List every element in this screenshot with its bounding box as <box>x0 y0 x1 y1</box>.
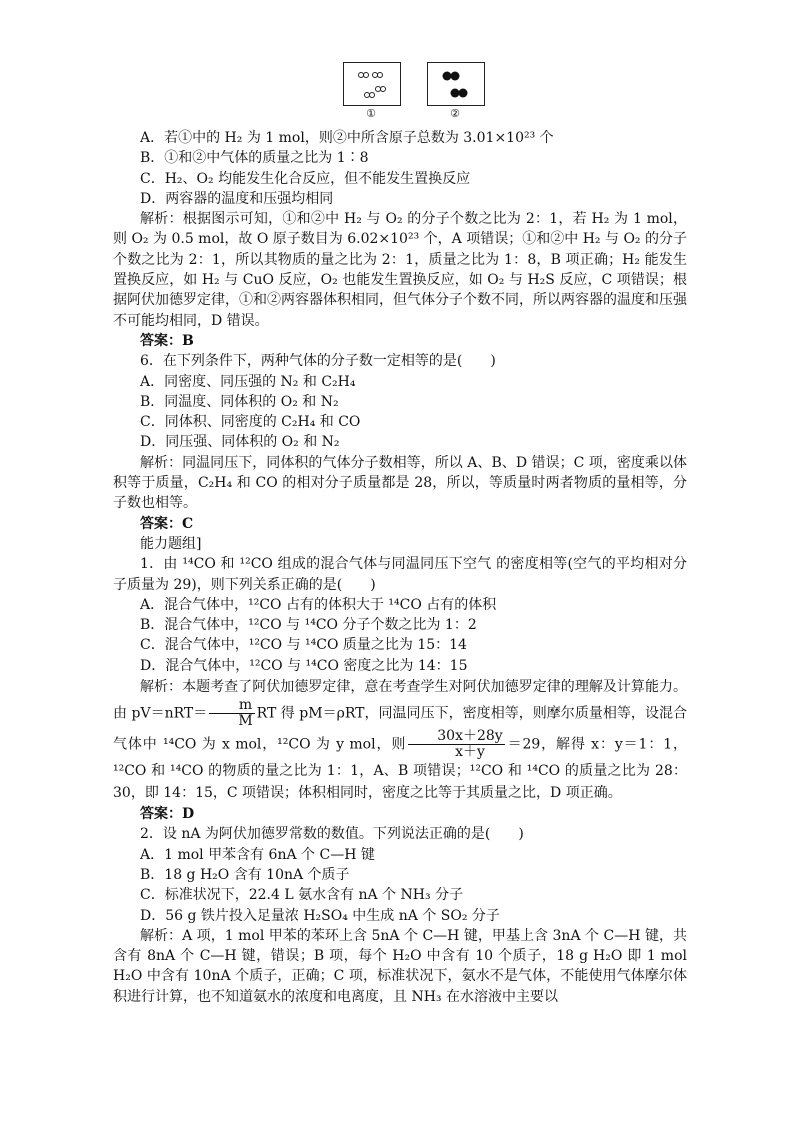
figure-label-2: ② <box>450 107 460 120</box>
gas-container-figure <box>343 62 493 122</box>
analysis-part-c: ＝29，解得 x：y＝1：1，¹²CO 和 ¹⁴CO 的物质的量之比为 1：1，A、B 项错误；¹²CO 和 ¹⁴CO 的质量之比为 28：30，即 14：15，C 项错误；体积相同时，密度之比等于其质量之比，D 项正确。 <box>113 736 687 802</box>
fraction-numerator: m <box>209 698 254 714</box>
option-a: A．1 mol 甲苯含有 6nA 个 C—H 键 <box>140 846 375 863</box>
option-d: D．两容器的温度和压强均相同 <box>140 190 334 207</box>
option-c: C．混合气体中，¹²CO 与 ¹⁴CO 质量之比为 15：14 <box>140 637 467 654</box>
option-c: C．标准状况下，22.4 L 氨水含有 nA 个 NH₃ 分子 <box>140 887 464 904</box>
option-a: A．同密度、同压强的 N₂ 和 C₂H₄ <box>140 373 356 390</box>
question-1: 1．由 ¹⁴CO 和 ¹²CO 组成的混合气体与同温同压下空气 的密度相等(空气的平均相对分子质量为 29)，则下列关系正确的是( ) <box>113 556 687 593</box>
option-d: D．56 g 铁片投入足量浓 H₂SO₄ 中生成 nA 个 SO₂ 分子 <box>140 907 500 924</box>
fraction-mixture-mass <box>408 729 504 760</box>
option-c: C．H₂、O₂ 均能发生化合反应，但不能发生置换反应 <box>140 170 471 187</box>
fraction-denominator: x＋y <box>455 744 485 761</box>
option-b: B．18 g H₂O 含有 10nA 个质子 <box>140 866 350 883</box>
option-b: B．①和②中气体的质量之比为 1∶8 <box>140 150 369 167</box>
figure-label-1: ① <box>366 107 376 120</box>
h2-molecules-icon <box>344 63 400 105</box>
container-1 <box>343 62 401 106</box>
analysis-with-formulas <box>113 676 687 804</box>
container-2 <box>427 62 485 106</box>
option-a: A．混合气体中，¹²CO 占有的体积大于 ¹⁴CO 占有的体积 <box>140 596 497 613</box>
analysis: 解析：根据图示可知，①和②中 H₂ 与 O₂ 的分子个数之比为 2：1，若 H₂ 为 1 mol，则 O₂ 为 0.5 mol，故 O 原子数目为 6.02×10²³ 个，A 项错误；①和②中 H₂ 与 O₂ 的分子个数之比为 2：1，所以其物质的量之比为 2：1，质量之比为 1：8，B 项正确；H₂ 能发生置换反应，如 H₂ 与 CuO 反应，O₂ 也能发生置换反应，如 O₂ 与 H₂S 反应，C 项错误；根据阿伏加德罗定律，①和②两容器体积相同，但气体分子个数不同，所以两容器的温度和压强不可能均相同，D 错误。 <box>113 211 687 329</box>
option-d: D．同压强、同体积的 O₂ 和 N₂ <box>140 434 340 451</box>
option-c: C．同体积、同密度的 C₂H₄ 和 CO <box>140 414 361 431</box>
option-d: D．混合气体中，¹²CO 与 ¹⁴CO 密度之比为 14：15 <box>140 657 468 674</box>
answer: 答案：B <box>140 332 194 349</box>
fraction-denominator: M <box>238 713 253 730</box>
analysis-part-b: RT 得 pM＝ρRT，同温同压下，密度相等，则摩尔质量相等，设混合气体中 ¹⁴CO 为 x mol，¹²CO 为 y mol，则 <box>113 705 687 753</box>
option-a: A．若①中的 H₂ 为 1 mol，则②中所含原子总数为 3.01×10²³ 个 <box>140 130 554 146</box>
o2-molecules-icon <box>428 63 484 105</box>
answer: 答案：D <box>140 806 195 823</box>
option-b: B．同温度、同体积的 O₂ 和 N₂ <box>140 393 339 410</box>
section-heading: 能力题组] <box>140 535 202 552</box>
answer: 答案：C <box>140 515 194 532</box>
question-text <box>113 128 687 1007</box>
fraction-numerator: 30x＋28y <box>408 729 504 745</box>
analysis: 解析：同温同压下，同体积的气体分子数相等，所以 A、B、D 错误；C 项，密度乘以体积等于质量，C₂H₄ 和 CO 的相对分子质量都是 28，所以，等质量时两者物质的量相等，分子数也相等。 <box>113 454 687 512</box>
option-b: B．混合气体中，¹²CO 与 ¹⁴CO 分子个数之比为 1：2 <box>140 617 477 634</box>
question-2: 2．设 nA 为阿伏加德罗常数的数值。下列说法正确的是( ) <box>140 826 524 843</box>
fraction-m-over-M <box>209 698 254 729</box>
question-6: 6．在下列条件下，两种气体的分子数一定相等的是( ) <box>140 353 496 370</box>
analysis: 解析：A 项，1 mol 甲苯的苯环上含 5nA 个 C—H 键，甲基上含 3nA 个 C—H 键，共含有 8nA 个 C—H 键，错误；B 项，每个 H₂O 中含有 10 个质子，18 g H₂O 即 1 mol H₂O 中含有 10nA 个质子，正确；C 项，标准状况下，氨水不是气体，不能使用气体摩尔体积进行计算，也不知道氨水的浓度和电离度，且 NH₃ 在水溶液中主要以 <box>113 927 687 1005</box>
analysis-part-a: 解析：本题考查了阿伏加德罗定律，意在考查学生对阿伏加德罗定律的理解及计算能力。由 pV＝nRT＝ <box>113 679 687 722</box>
